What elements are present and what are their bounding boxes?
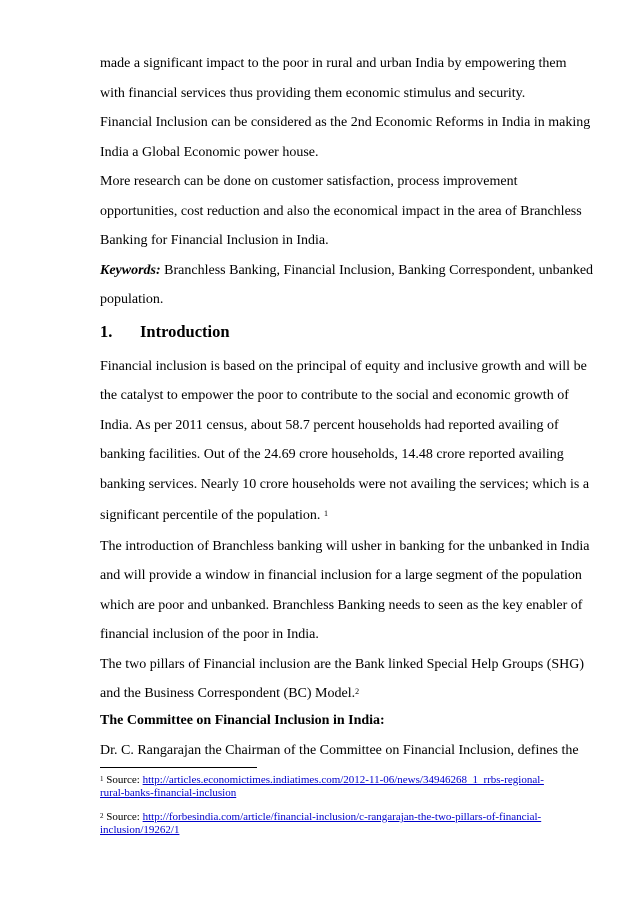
text-line: Financial Inclusion can be considered as the 2nd Economic Reforms in India in making (100, 115, 591, 130)
keywords-label: Keywords: (100, 263, 161, 278)
text-line: financial inclusion of the poor in India. (100, 627, 319, 642)
text-line: banking facilities. Out of the 24.69 crore households, 14.48 crore reported availing (100, 447, 564, 462)
text-line: opportunities, cost reduction and also the economical impact in the area of Branchless (100, 204, 582, 219)
keywords-text: Branchless Banking, Financial Inclusion, Banking Correspondent, unbanked (160, 263, 594, 278)
text-line: The introduction of Branchless banking will usher in banking for the unbanked in India (100, 539, 590, 554)
footnote-prefix: Source: (103, 774, 143, 786)
footnote-link[interactable]: http://forbesindia.com/article/financial-inclusion/c-rangarajan-the-two-pillars-of-financial- (142, 811, 542, 823)
text-line: with financial services thus providing them economic stimulus and security. (100, 86, 526, 101)
footnote-2 (100, 810, 541, 824)
text-line: Financial inclusion is based on the principal of equity and inclusive growth and will be (100, 359, 587, 374)
footnote-2-continuation (100, 823, 179, 837)
text-line: banking services. Nearly 10 crore households were not availing the services; which is a (100, 477, 590, 492)
text-line: and will provide a window in financial inclusion for a large segment of the population (100, 568, 582, 583)
text-span: and the Business Correspondent (BC) Model. (100, 686, 356, 701)
footnote-link[interactable]: http://articles.economictimes.indiatimes.com/2012-11-06/news/34946268_1_rrbs-regional- (142, 774, 544, 786)
text-line: The two pillars of Financial inclusion are the Bank linked Special Help Groups (SHG) (100, 657, 585, 672)
footnote-link[interactable]: rural-banks-financial-inclusion (100, 787, 237, 799)
section-title: Introduction (140, 322, 230, 341)
text-line: the catalyst to empower the poor to contribute to the social and economic growth of (100, 388, 569, 403)
text-line-with-ref (100, 686, 359, 702)
keywords-line (100, 263, 593, 279)
footnote-ref-1[interactable]: 1 (323, 509, 328, 518)
text-line: More research can be done on customer satisfaction, process improvement (100, 174, 518, 189)
footnote-mark: 1 (100, 775, 104, 783)
footnote-ref-2[interactable]: 2 (355, 687, 360, 696)
footnote-1 (100, 773, 544, 787)
text-line: which are poor and unbanked. Branchless Banking needs to seen as the key enabler of (100, 598, 583, 613)
footnote-separator (100, 767, 257, 768)
keywords-continuation: population. (100, 292, 164, 307)
footnote-link[interactable]: inclusion/19262/1 (100, 824, 180, 836)
footnote-prefix: Source: (103, 811, 143, 823)
text-span: significant percentile of the population. (100, 508, 324, 523)
section-heading (100, 322, 230, 342)
text-line: India a Global Economic power house. (100, 145, 319, 160)
text-line: Banking for Financial Inclusion in India. (100, 233, 329, 248)
text-line: India. As per 2011 census, about 58.7 percent households had reported availing of (100, 418, 559, 433)
footnote-mark: 2 (100, 812, 104, 820)
subheading: The Committee on Financial Inclusion in India: (100, 713, 385, 728)
text-line: Dr. C. Rangarajan the Chairman of the Committee on Financial Inclusion, defines the (100, 743, 579, 758)
footnote-1-continuation (100, 786, 236, 800)
text-line-with-ref (100, 508, 328, 524)
text-line: made a significant impact to the poor in rural and urban India by empowering them (100, 56, 567, 71)
section-number: 1. (100, 322, 113, 341)
